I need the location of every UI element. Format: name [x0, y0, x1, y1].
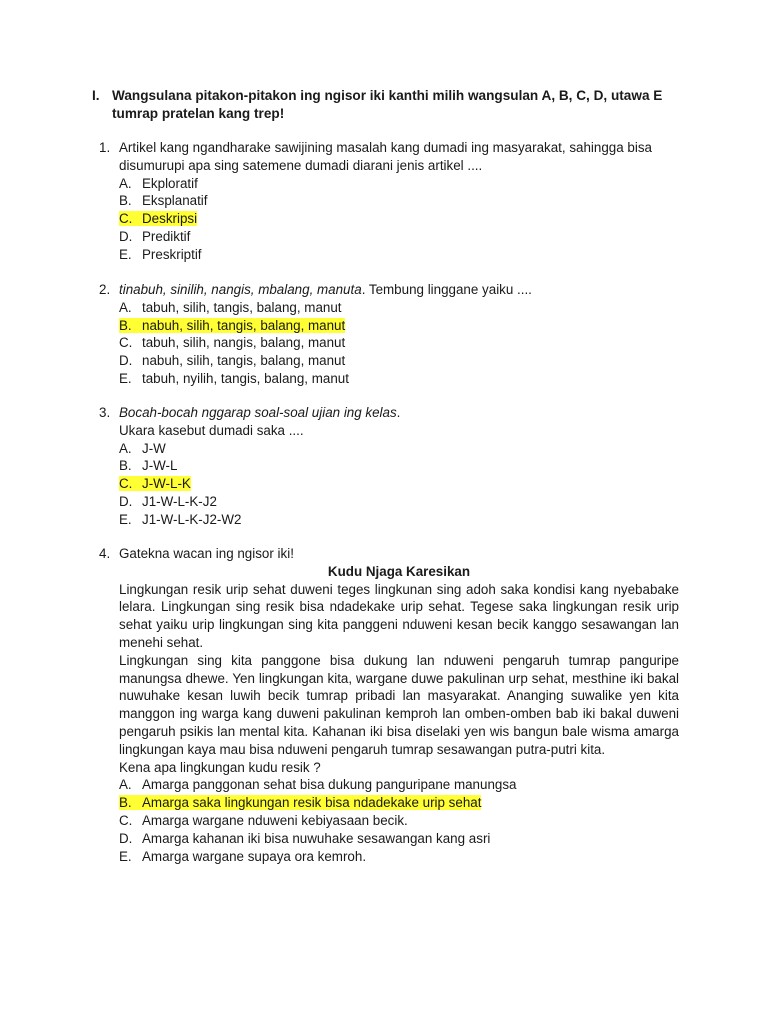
question-stem-line2: Ukara kasebut dumadi saka .... — [119, 422, 304, 438]
question-stem: Gatekna wacan ing ngisor iki! — [119, 546, 294, 561]
option-c: C. tabuh, silih, nangis, balang, manut — [119, 335, 346, 351]
question-number: 4. — [99, 546, 111, 561]
option-d: D. nabuh, silih, tangis, balang, manut — [119, 353, 346, 369]
option-e: E. Amarga wargane supaya ora kemroh. — [119, 848, 367, 864]
question-2 — [99, 281, 679, 388]
option-a: A. Amarga panggonan sehat bisa dukung panguripane manungsa — [119, 777, 517, 793]
reading-paragraph-2: Lingkungan sing kita panggone bisa dukung lan nduweni pengaruh tumrap panguripe manungsa dhewe. Yen lingkungan kita, wargane duwe pakulinan urp sehat, mesthine iki bakal nuwuhake kesan luwih becik tumrap pribadi lan masyarakat. Ananging suwalike yen kita manggon ing warga kang duweni pakulinan kemproh lan omben-omben bab iki bakal duweni pengaruh psikis lan mental kita. Kahanan iki bisa diselaki yen wis bangun bale wisma amarga lingkungan kaya mau bisa nduweni pengaruh tumrap sesawangan putra-putri kita. — [119, 652, 679, 757]
question-3 — [99, 404, 679, 529]
question-4 — [99, 545, 679, 865]
question-number: 1. — [99, 140, 111, 155]
option-b: B. J-W-L — [119, 458, 178, 474]
question-number: 2. — [99, 282, 111, 297]
question-1 — [99, 139, 679, 264]
question-stem: Bocah-bocah nggarap soal-soal ujian ing kelas. — [119, 405, 401, 420]
option-b: B. Eksplanatif — [119, 193, 208, 209]
section-number: I. — [92, 88, 100, 103]
option-c: C. Amarga wargane nduweni kebiyasaan becik. — [119, 812, 408, 828]
section-heading — [92, 87, 692, 123]
option-d: D. J1-W-L-K-J2 — [119, 493, 217, 509]
option-d: D. Prediktif — [119, 228, 191, 244]
question-prompt: Kena apa lingkungan kudu resik ? — [119, 759, 321, 775]
option-c-highlighted: C. Deskripsi — [119, 211, 198, 227]
question-stem: Artikel kang ngandharake sawijining masalah kang dumadi ing masyarakat, sahingga bisa disumurupi apa sing satemene dumadi diarani jenis artikel .... — [119, 140, 652, 173]
option-e: E. Preskriptif — [119, 246, 202, 262]
section-instruction: Wangsulana pitakon-pitakon ing ngisor iki kanthi milih wangsulan A, B, C, D, utawa E tumrap pratelan kang trep! — [112, 88, 663, 121]
option-a: A. tabuh, silih, tangis, balang, manut — [119, 299, 342, 315]
option-a: A. J-W — [119, 440, 166, 456]
reading-paragraph-1: Lingkungan resik urip sehat duweni teges lingkunan sing adoh saka kondisi kang nyebabake lelara. Lingkungan sing resik bisa ndadekake urip sehat. Tegese saka lingkungan resik urip sehat yaiku urip lingkungan sing kita panggeni nduweni kesan becik kanggo sesawangan lan menehi sehat. — [119, 581, 679, 650]
option-e: E. J1-W-L-K-J2-W2 — [119, 511, 242, 527]
option-b-highlighted: B. nabuh, silih, tangis, balang, manut — [119, 317, 346, 333]
option-a: A. Ekploratif — [119, 175, 198, 191]
option-b-highlighted: B. Amarga saka lingkungan resik bisa ndadekake urip sehat — [119, 795, 482, 811]
reading-title: Kudu Njaga Karesikan — [327, 563, 471, 579]
question-stem: tinabuh, sinilih, nangis, mbalang, manuta. Tembung linggane yaiku .... — [119, 282, 532, 297]
option-c-highlighted: C. J-W-L-K — [119, 476, 191, 492]
option-e: E. tabuh, nyilih, tangis, balang, manut — [119, 370, 349, 386]
option-d: D. Amarga kahanan iki bisa nuwuhake sesawangan kang asri — [119, 830, 491, 846]
question-number: 3. — [99, 405, 111, 420]
